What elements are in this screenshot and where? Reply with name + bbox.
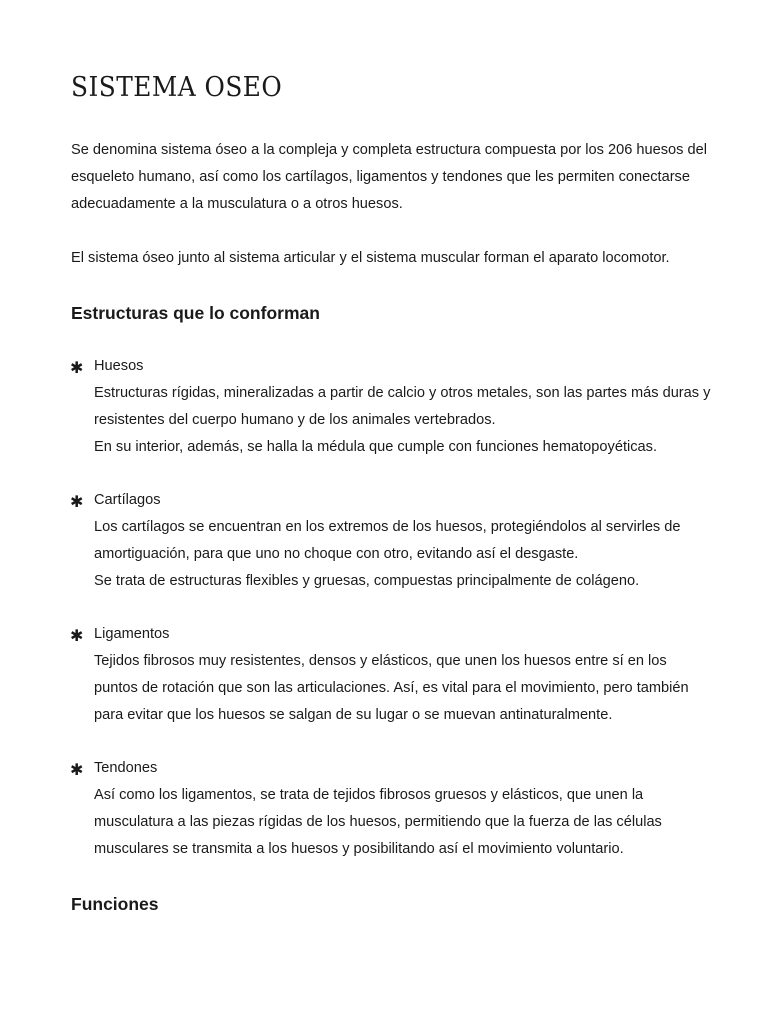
document-title: SISTEMA OSEO	[71, 72, 283, 103]
asterisk-icon: ✱	[70, 626, 84, 645]
document-page	[71, 66, 711, 918]
list-item-title: Ligamentos	[94, 626, 170, 642]
list-item-cartilagos	[71, 487, 711, 595]
structures-list	[71, 353, 711, 863]
list-item-text: Así como los ligamentos, se trata de tejidos fibrosos gruesos y elásticos, que unen la musculatura a las piezas rígidas de los huesos, permitiendo que la fuerza de las células musculares se transmita a los huesos y posibilitando así el movimiento voluntario.	[94, 787, 662, 857]
section-heading-functions: Funciones	[71, 894, 159, 914]
list-item-title: Cartílagos	[94, 492, 161, 508]
asterisk-icon: ✱	[70, 760, 84, 779]
asterisk-icon: ✱	[70, 492, 84, 511]
list-item-title: Huesos	[94, 358, 144, 374]
list-item-text: Tejidos fibrosos muy resistentes, densos y elásticos, que unen los huesos entre sí en los puntos de rotación que son las articulaciones. Así, es vital para el movimiento, pero también para evitar que los huesos se salgan de su lugar o se muevan antinaturalmente.	[94, 653, 689, 723]
list-item-huesos	[71, 353, 711, 461]
list-item-text: Se trata de estructuras flexibles y gruesas, compuestas principalmente de colágeno.	[94, 573, 640, 589]
intro-paragraph: Se denomina sistema óseo a la compleja y completa estructura compuesta por los 206 huesos del esqueleto humano, así como los cartílagos, ligamentos y tendones que les permiten conectarse adecuadamente a la musculatura o a otros huesos.	[71, 142, 707, 212]
list-item-tendones	[71, 755, 711, 863]
asterisk-icon: ✱	[70, 358, 84, 377]
list-item-text: Estructuras rígidas, mineralizadas a partir de calcio y otros metales, son las partes más duras y resistentes del cuerpo humano y de los animales vertebrados.	[94, 385, 711, 428]
intro-paragraph: El sistema óseo junto al sistema articular y el sistema muscular forman el aparato locomotor.	[71, 250, 670, 266]
list-item-ligamentos	[71, 621, 711, 729]
list-item-text: Los cartílagos se encuentran en los extremos de los huesos, protegiéndolos al servirles de amortiguación, para que uno no choque con otro, evitando así el desgaste.	[94, 519, 681, 562]
list-item-title: Tendones	[94, 760, 158, 776]
section-heading-structures: Estructuras que lo conforman	[71, 303, 320, 323]
list-item-text: En su interior, además, se halla la médula que cumple con funciones hematopoyéticas.	[94, 439, 657, 455]
